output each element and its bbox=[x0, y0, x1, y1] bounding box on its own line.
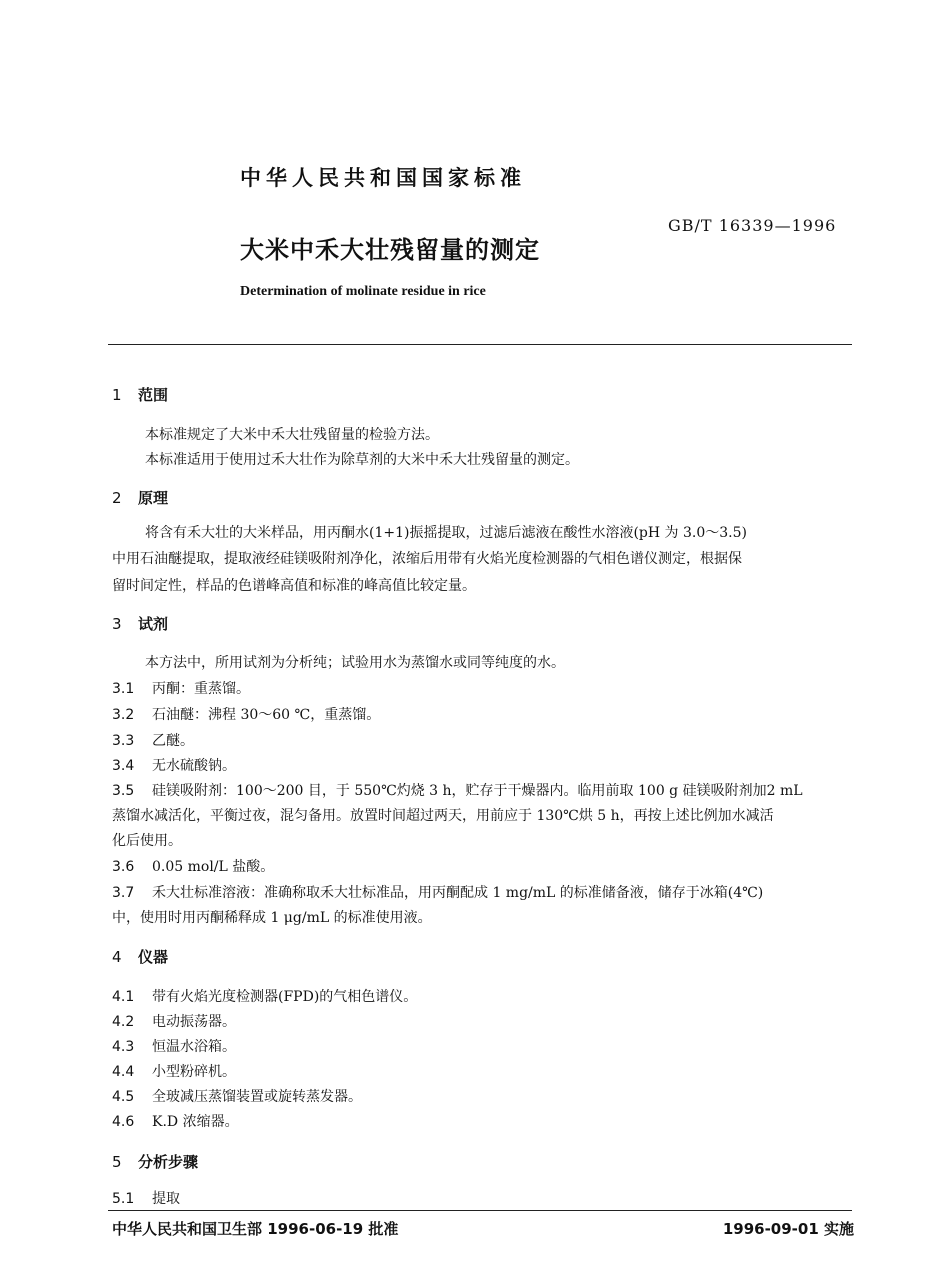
paragraph: 本标准规定了大米中禾大壮残留量的检验方法。 bbox=[145, 427, 439, 443]
footer-divider bbox=[108, 1210, 852, 1211]
section-2-heading bbox=[112, 487, 168, 508]
section-1-heading bbox=[112, 384, 168, 405]
list-item: 4.4 小型粉碎机。 bbox=[112, 1064, 236, 1080]
national-standard-heading: 中华人民共和国国家标准 bbox=[240, 166, 526, 190]
section-title: 试剂 bbox=[138, 615, 169, 633]
section-number: 4 bbox=[112, 948, 122, 966]
list-item: 4.1 带有火焰光度检测器(FPD)的气相色谱仪。 bbox=[112, 989, 418, 1005]
section-number: 1 bbox=[112, 386, 122, 404]
list-item: 4.6 K.D 浓缩器。 bbox=[112, 1114, 239, 1130]
list-item: 4.2 电动振荡器。 bbox=[112, 1014, 236, 1030]
list-item: 3.2 石油醚：沸程 30～60 ℃，重蒸馏。 bbox=[112, 707, 381, 723]
paragraph: 本标准适用于使用过禾大壮作为除草剂的大米中禾大壮残留量的测定。 bbox=[145, 452, 579, 468]
list-item: 3.7 禾大壮标准溶液：准确称取禾大壮标准品，用丙酮配成 1 mg/mL 的标准储备液，储存于冰箱(4℃) bbox=[112, 885, 764, 901]
section-title: 仪器 bbox=[138, 948, 169, 966]
list-item: 3.3 乙醚。 bbox=[112, 733, 194, 749]
section-number: 3 bbox=[112, 615, 122, 633]
section-5-heading bbox=[112, 1151, 198, 1172]
effective-date: 1996-09-01 实施 bbox=[722, 1220, 854, 1238]
list-item: 3.1 丙酮：重蒸馏。 bbox=[112, 681, 250, 697]
section-title: 范围 bbox=[138, 386, 169, 404]
paragraph-line: 中用石油醚提取，提取液经硅镁吸附剂净化，浓缩后用带有火焰光度检测器的气相色谱仪测定，根据保 bbox=[112, 551, 742, 567]
header-divider bbox=[108, 344, 852, 345]
document-title-cn: 大米中禾大壮残留量的测定 bbox=[240, 236, 540, 264]
list-item-continuation: 蒸馏水减活化，平衡过夜，混匀备用。放置时间超过两天，用前应于 130℃烘 5 h，再按上述比例加水减活 bbox=[112, 808, 774, 824]
paragraph: 本方法中，所用试剂为分析纯；试验用水为蒸馏水或同等纯度的水。 bbox=[145, 655, 565, 671]
paragraph-line: 留时间定性，样品的色谱峰高值和标准的峰高值比较定量。 bbox=[112, 578, 476, 594]
section-3-heading bbox=[112, 613, 168, 634]
standard-number: GB/T 16339—1996 bbox=[668, 216, 837, 235]
approval-line: 中华人民共和国卫生部 1996-06-19 批准 bbox=[112, 1220, 399, 1238]
list-item: 3.4 无水硫酸钠。 bbox=[112, 758, 236, 774]
list-item: 3.6 0.05 mol/L 盐酸。 bbox=[112, 859, 275, 875]
list-item: 4.3 恒温水浴箱。 bbox=[112, 1039, 236, 1055]
section-number: 2 bbox=[112, 489, 122, 507]
list-item: 4.5 全玻减压蒸馏装置或旋转蒸发器。 bbox=[112, 1089, 362, 1105]
list-item: 5.1 提取 bbox=[112, 1191, 180, 1207]
list-item-continuation: 化后使用。 bbox=[112, 833, 182, 849]
section-title: 分析步骤 bbox=[138, 1153, 199, 1171]
section-number: 5 bbox=[112, 1153, 122, 1171]
list-item: 3.5 硅镁吸附剂：100～200 目，于 550℃灼烧 3 h，贮存于干燥器内。临用前取 100 g 硅镁吸附剂加2 mL bbox=[112, 783, 803, 799]
paragraph-line: 将含有禾大壮的大米样品，用丙酮水(1+1)振摇提取，过滤后滤液在酸性水溶液(pH 为 3.0～3.5) bbox=[145, 525, 747, 541]
section-4-heading bbox=[112, 946, 168, 967]
document-title-en: Determination of molinate residue in rice bbox=[240, 284, 486, 299]
section-title: 原理 bbox=[138, 489, 169, 507]
list-item-continuation: 中，使用时用丙酮稀释成 1 μg/mL 的标准使用液。 bbox=[112, 910, 432, 926]
